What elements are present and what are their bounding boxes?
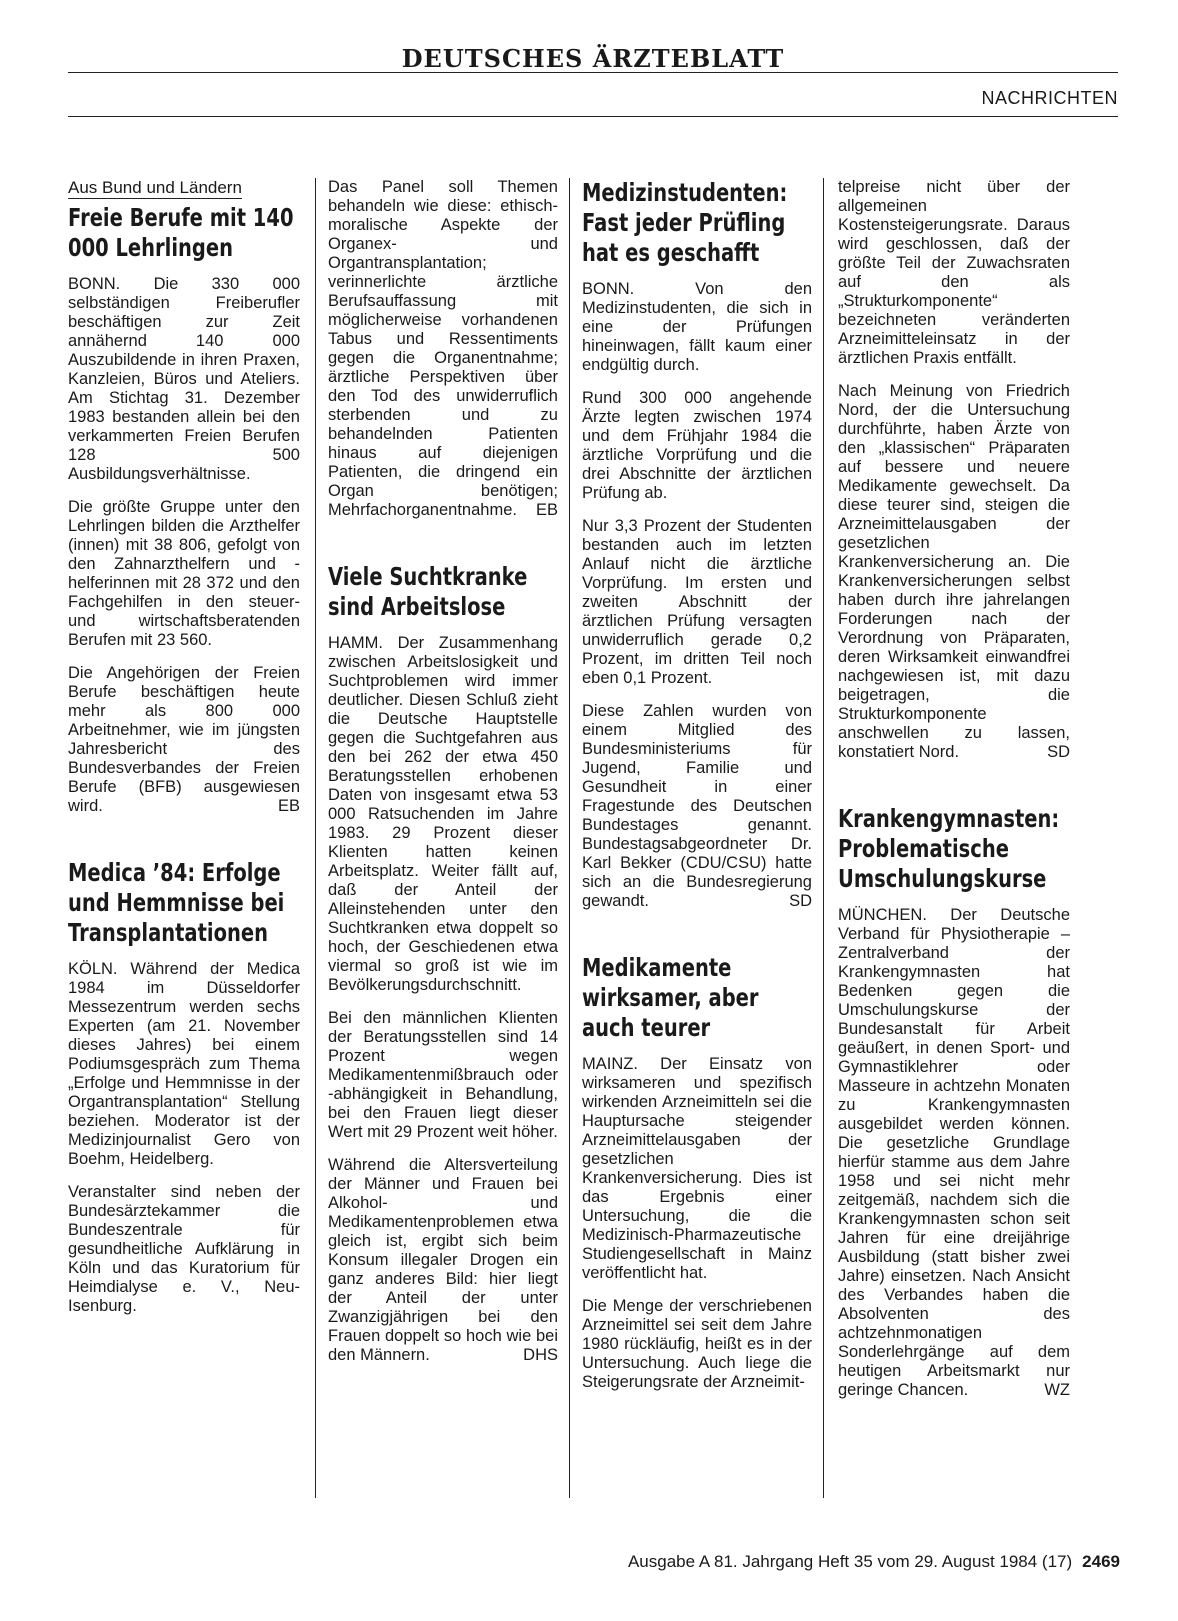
paragraph: Die Menge der verschriebenen Arzneimittel sei seit dem Jahre 1980 rückläufig, heißt es in der Untersuchung. Auch liege die Steigerungsrate der Arzneimit-: [582, 1297, 812, 1391]
paragraph: BONN. Von den Medizinstudenten, die sich in eine der Prüfungen hineinwagen, fällt kaum einer endgültig durch.: [582, 280, 812, 374]
column-2: [328, 178, 558, 1498]
page-footer: [480, 1552, 1120, 1572]
column-3: [582, 178, 812, 1498]
paragraph: Diese Zahlen wurden von einem Mitglied des Bundesministeriums für Jugend, Familie und Gesundheit in einer Fragestunde des Deutschen Bundestages genannt. Bundestagsabgeordneter Dr. Karl Bekker (CDU/CSU) hatte sich an die Bundesregierung gewandt. SD: [582, 702, 812, 910]
paragraph: Nach Meinung von Friedrich Nord, der die Untersuchung durchführte, haben Ärzte von den „klassischen“ Präparaten auf bessere und neuere Medikamente gewechselt. Da diese teurer sind, steigen die Arzneimittelausgaben der gesetzlichen Krankenversicherung an. Die Krankenversicherungen selbst haben durch ihre jahrelangen Forderungen nach der Verordnung von Präparaten, deren Wirksamkeit einwandfrei nachgewiesen ist, mit dazu beigetragen, die Strukturkomponente anschwellen zu lassen, konstatiert Nord. SD: [838, 382, 1070, 761]
paragraph: Das Panel soll Themen behandeln wie diese: ethisch-moralische Aspekte der Organex- und Organtransplantation; verinnerlichte ärztliche Berufsauffassung mit möglicherweise vorhandenen Tabus und Ressentiments gegen die Organentnahme; ärztliche Perspektiven über den Tod des unwiderruflich sterbenden und zu behandelnden Patienten hinaus auf diejenigen Patienten, die dringend ein Organ benötigen; Mehrfachorganentnahme. EB: [328, 178, 558, 519]
author-signature: EB: [535, 501, 558, 519]
headline-suchtkranke: Viele Suchtkranke sind Arbeitslose: [328, 562, 528, 621]
headline-medikamente: Medikamente wirksamer, aber auch teurer: [582, 953, 759, 1042]
header-rule: [68, 116, 1118, 117]
masthead-rule: [68, 72, 1118, 73]
author-signature: SD: [1047, 743, 1070, 761]
column-4: [838, 178, 1070, 1498]
column-divider: [569, 178, 570, 1498]
paragraph: HAMM. Der Zusammenhang zwischen Arbeitslosigkeit und Suchtproblemen wird immer deutlicher. Diesen Schluß zieht die Deutsche Hauptstelle gegen die Suchtgefahren aus den bei 262 der etwa 450 Beratungsstellen erhobenen Daten von insgesamt etwa 53 000 Ratsuchenden im Jahre 1983. 29 Prozent dieser Klienten hatten keinen Arbeitsplatz. Weiter fällt auf, daß der Anteil der Alleinstehenden unter den Suchtkranken etwa doppelt so hoch, der Geschiedenen etwa viermal so groß ist wie im Bevölkerungsdurchschnitt.: [328, 634, 558, 994]
author-signature: SD: [789, 892, 812, 910]
paragraph: MAINZ. Der Einsatz von wirksameren und spezifisch wirkenden Arzneimitteln sei die Hauptursache steigender Arzneimittelausgaben der gesetzlichen Krankenversicherung. Dies ist das Ergebnis einer Untersuchung, die die Medizinisch-Pharmazeutische Studiengesellschaft in Mainz veröffentlicht hat.: [582, 1055, 812, 1282]
headline-freie-berufe: Freie Berufe mit 140 000 Lehrlingen: [68, 203, 294, 262]
paragraph: Veranstalter sind neben der Bundesärztekammer die Bundeszentrale für gesundheitliche Aufklärung in Köln und das Kuratorium für Heimdialyse e. V., Neu-Isenburg.: [68, 1183, 300, 1315]
column-1: [68, 178, 300, 1498]
author-signature: EB: [277, 797, 300, 815]
paragraph: telpreise nicht über der allgemeinen Kostensteigerungsrate. Daraus wird geschlossen, daß der größte Teil der Zuwachsraten auf den als „Strukturkomponente“ bezeichneten veränderten Arzneimitteleinsatz in der ärztlichen Praxis entfällt.: [838, 178, 1070, 367]
column-divider: [823, 178, 824, 1498]
author-signature: WZ: [1044, 1381, 1070, 1399]
paragraph: Rund 300 000 angehende Ärzte legten zwischen 1974 und dem Frühjahr 1984 die ärztliche Vorprüfung und die drei Abschnitte der ärztlichen Prüfung ab.: [582, 389, 812, 502]
page-number: 2469: [1082, 1552, 1120, 1571]
paragraph: KÖLN. Während der Medica 1984 im Düsseldorfer Messezentrum werden sechs Experten (am 21. November dieses Jahres) bei einem Podiumsgespräch zum Thema „Erfolge und Hemmnisse in der Organtransplantation“ Stellung beziehen. Moderator ist der Medizinjournalist Gero von Boehm, Heidelberg.: [68, 960, 300, 1168]
masthead: DEUTSCHES ÄRZTEBLATT: [401, 44, 785, 73]
paragraph: Die größte Gruppe unter den Lehrlingen bilden die Arzthelfer (innen) mit 38 806, gefolgt von den Zahnarzthelfern und -helferinnen mit 28 372 und den Fachgehilfen in den steuer- und wirtschaftsberatenden Berufen mit 23 560.: [68, 498, 300, 649]
edition-info: Ausgabe A 81. Jahrgang Heft 35 vom 29. August 1984 (17): [627, 1552, 1073, 1571]
column-divider: [315, 178, 316, 1498]
paragraph: Während die Altersverteilung der Männer und Frauen bei Alkohol- und Medikamentenproblemen etwa gleich ist, ergibt sich beim Konsum illegaler Drogen ein ganz anderes Bild: hier liegt der Anteil der unter Zwanzigjährigen bei den Frauen doppelt so hoch wie bei den Männern. DHS: [328, 1156, 558, 1364]
headline-medizinstudenten: Medizinstudenten: Fast jeder Prüfling hat es geschafft: [582, 178, 788, 267]
paragraph: Die Angehörigen der Freien Berufe beschäftigen heute mehr als 800 000 Arbeitnehmer, wie im jüngsten Jahresbericht des Bundesverbandes der Freien Berufe (BFB) ausgewiesen wird. EB: [68, 664, 300, 815]
paragraph: MÜNCHEN. Der Deutsche Verband für Physiotherapie – Zentralverband der Krankengymnasten hat Bedenken gegen die Umschulungskurse der Bundesanstalt für Arbeit geäußert, in denen Sport- und Gymnastiklehrer oder Masseure in achtzehn Monaten zu Krankengymnasten ausgebildet werden können. Die gesetzliche Grundlage hierfür stamme aus dem Jahre 1958 und sei nicht mehr zeitgemäß, nachdem sich die Krankengymnasten schon seit Jahren für eine dreijährige Ausbildung (statt bisher zwei Jahre) einsetzen. Nach Ansicht des Verbandes haben die Absolventen des achtzehnmonatigen Sonderlehrgänge auf dem heutigen Arbeitsmarkt nur geringe Chancen. WZ: [838, 906, 1070, 1399]
paragraph: Bei den männlichen Klienten der Beratungsstellen sind 14 Prozent wegen Medikamentenmißbrauch oder -abhängigkeit in Behandlung, bei den Frauen liegt dieser Wert mit 29 Prozent weit höher.: [328, 1009, 558, 1141]
section-label: NACHRICHTEN: [981, 88, 1118, 108]
headline-medica: Medica ’84: Erfolge und Hemmnisse bei Transplantationen: [68, 858, 285, 947]
headline-krankengymnasten: Krankengymnasten: Problematische Umschulungskurse: [838, 804, 1060, 893]
paragraph: Nur 3,3 Prozent der Studenten bestanden auch im letzten Anlauf nicht die ärztliche Vorprüfung. Im ersten und zweiten Abschnitt der ärztlichen Prüfung versagten unwiderruflich gerade 0,2 Prozent, im dritten Teil noch eben 0,1 Prozent.: [582, 517, 812, 687]
kicker: Aus Bund und Ländern: [68, 178, 242, 197]
paragraph: BONN. Die 330 000 selbständigen Freiberufler beschäftigen zur Zeit annähernd 140 000 Auszubildende in ihren Praxen, Kanzleien, Büros und Ateliers. Am Stichtag 31. Dezember 1983 bestanden allein bei den verkammerten Freien Berufen 128 500 Ausbildungsverhältnisse.: [68, 275, 300, 483]
author-signature: DHS: [523, 1346, 558, 1364]
